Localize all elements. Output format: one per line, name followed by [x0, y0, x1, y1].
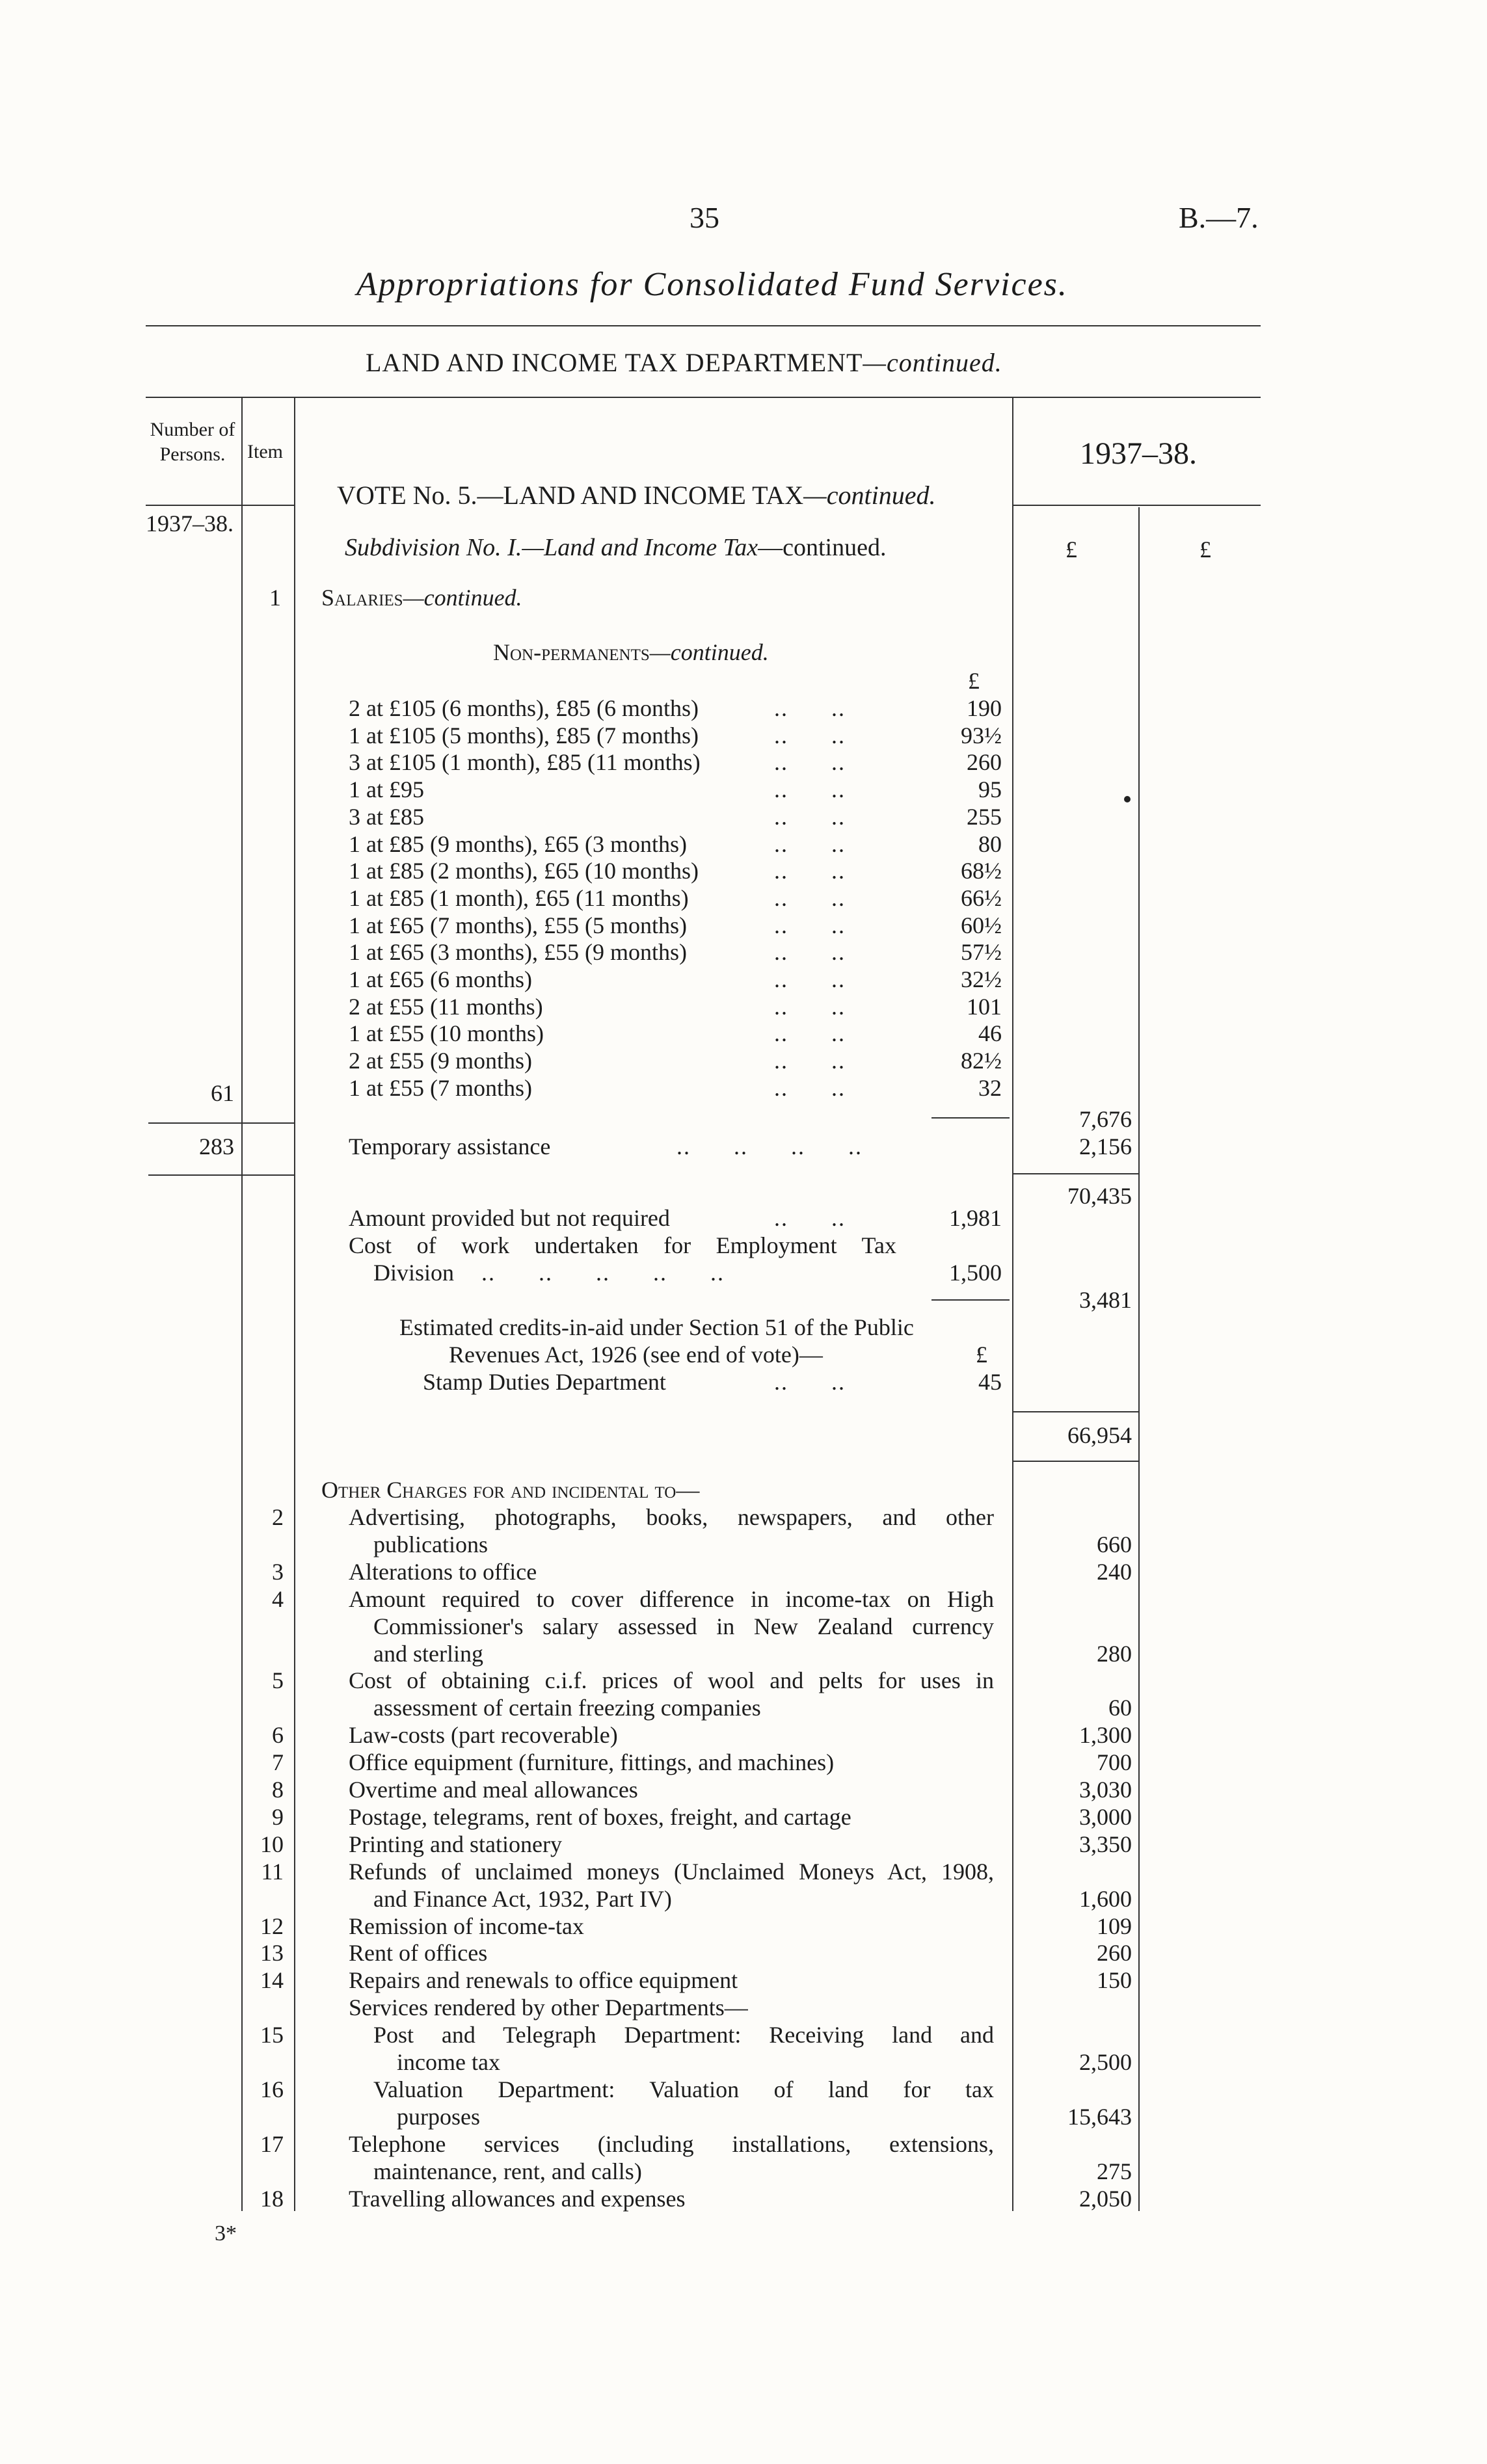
document-reference: B.—7.: [1179, 201, 1259, 234]
charge-description-line: Alterations to office: [349, 1559, 537, 1585]
nonperm-row-amount: 32½: [961, 966, 1002, 992]
apnr-amount: 1,981: [949, 1205, 1002, 1231]
charge-item-number: 15: [260, 2022, 284, 2048]
charge-item-number: 10: [260, 1831, 284, 1857]
subdivision-label: Subdivision No. I.—Land and Income Tax: [345, 534, 758, 561]
year-header-right: 1937–38.: [1080, 436, 1197, 471]
nonperm-row-leaders: .. ..: [774, 722, 846, 748]
charge-description-line: Law-costs (part recoverable): [349, 1722, 618, 1748]
deduct-rule: [931, 1299, 1010, 1301]
nonperm-row-amount: 57½: [961, 939, 1002, 965]
nonperm-row-amount: 32: [978, 1075, 1002, 1101]
signature-mark: 3*: [215, 2221, 237, 2245]
credits-line1: Estimated credits-in-aid under Section 51 of the Public: [399, 1314, 914, 1340]
charge-description-line: purposes: [397, 2104, 480, 2130]
salaries-label: Salaries: [321, 585, 403, 611]
charge-description-line: Cost of obtaining c.i.f. prices of wool and pelts for uses in: [349, 1667, 994, 1693]
charge-amount: 60: [1108, 1695, 1132, 1721]
charge-amount: 3,030: [1079, 1777, 1132, 1803]
nonperm-row-desc: 3 at £105 (1 month), £85 (11 months): [349, 749, 701, 775]
nonperm-row-leaders: .. ..: [774, 966, 846, 992]
charge-description-line: Printing and stationery: [349, 1831, 562, 1857]
department-continued: —continued.: [863, 348, 1002, 377]
nonperm-row-desc: 2 at £105 (6 months), £85 (6 months): [349, 695, 699, 721]
charge-item-number: 17: [260, 2131, 284, 2157]
persons-61: 61: [211, 1080, 234, 1106]
title-rule: [146, 325, 1261, 326]
charge-description-line: Travelling allowances and expenses: [349, 2186, 686, 2212]
charge-description-line: Remission of income-tax: [349, 1913, 584, 1939]
nonperm-row-amount: 80: [978, 831, 1002, 857]
charge-amount: 2,500: [1079, 2049, 1132, 2075]
pound-col1: £: [1065, 537, 1077, 563]
nonperm-pound: £: [968, 668, 980, 694]
nonperm-row-leaders: .. ..: [774, 749, 846, 775]
charge-description-line: Telephone services (including installations, extensions,: [349, 2131, 994, 2157]
nonperm-row-leaders: .. ..: [774, 1020, 846, 1046]
nonperm-row-leaders: .. ..: [774, 939, 846, 965]
temp-assistance-leaders: .. .. .. ..: [677, 1133, 863, 1159]
persons-rule-2: [148, 1174, 294, 1176]
nonperm-row-leaders: .. ..: [774, 994, 846, 1020]
charge-amount: 240: [1097, 1559, 1132, 1585]
credits-pound: £: [976, 1342, 987, 1368]
charge-amount: 260: [1097, 1940, 1132, 1966]
temp-assistance-label: Temporary assistance: [349, 1133, 551, 1159]
col-header-persons: Number of Persons.: [150, 419, 235, 465]
nonperm-row-amount: 66½: [961, 885, 1002, 911]
pound-col2: £: [1199, 537, 1211, 563]
charge-amount: 150: [1097, 1967, 1132, 1993]
charge-item-number: 18: [260, 2186, 284, 2212]
nonperm-row-amount: 95: [978, 776, 1002, 802]
col-header-rule-right: [1012, 505, 1261, 506]
department-name: LAND AND INCOME TAX DEPARTMENT: [366, 348, 863, 377]
nonperm-row-amount: 68½: [961, 858, 1002, 884]
charge-amount: 275: [1097, 2158, 1132, 2184]
nonperm-row-desc: 1 at £55 (7 months): [349, 1075, 532, 1101]
charge-item-number: 2: [272, 1504, 284, 1530]
charge-description-line: Amount required to cover difference in income-tax on High: [349, 1586, 994, 1612]
nonperm-row-desc: 1 at £65 (3 months), £55 (9 months): [349, 939, 687, 965]
charge-amount: 660: [1097, 1531, 1132, 1557]
charge-item-number: 4: [272, 1586, 284, 1612]
charge-description-line: maintenance, rent, and calls): [373, 2158, 642, 2184]
charge-description-line: Commissioner's salary assessed in New Zealand currency: [373, 1613, 994, 1639]
stamp-amount: 45: [978, 1369, 1002, 1395]
cost-amount: 1,500: [949, 1260, 1002, 1286]
persons-rule-1: [148, 1122, 294, 1124]
charge-item-number: 14: [260, 1967, 284, 1993]
charge-item-number: 8: [272, 1777, 284, 1803]
nonperm-continued: —continued.: [649, 639, 769, 665]
nonperm-sum-rule: [931, 1117, 1010, 1119]
charge-description-line: Services rendered by other Departments—: [349, 1994, 748, 2020]
nonperm-row-leaders: .. ..: [774, 776, 846, 802]
nonperm-label: Non-permanents: [493, 639, 650, 665]
nonperm-row-desc: 1 at £85 (1 month), £65 (11 months): [349, 885, 689, 911]
charge-description-line: Post and Telegraph Department: Receiving land and: [373, 2022, 994, 2048]
subdivision-title: [345, 533, 886, 562]
net-total: 66,954: [1067, 1422, 1132, 1448]
charge-description-line: Valuation Department: Valuation of land for tax: [373, 2076, 994, 2102]
nonperm-row-amount: 190: [967, 695, 1002, 721]
subtotal-rule: [1012, 1173, 1140, 1174]
nonperm-row-leaders: .. ..: [774, 804, 846, 830]
cost-label-line2: Division: [373, 1260, 455, 1286]
nonperm-row-amount: 260: [967, 749, 1002, 775]
charge-item-number: 12: [260, 1913, 284, 1939]
cost-label-line1: Cost of work undertaken for Employment Tax: [349, 1232, 896, 1258]
nonperm-row-desc: 1 at £65 (6 months): [349, 966, 532, 992]
charge-description-line: Advertising, photographs, books, newspapers, and other: [349, 1504, 994, 1530]
charge-description-line: Refunds of unclaimed moneys (Unclaimed Moneys Act, 1908,: [349, 1859, 994, 1885]
salaries-heading: [321, 584, 522, 611]
table-top-rule: [146, 397, 1261, 398]
nonperm-row-desc: 1 at £105 (5 months), £85 (7 months): [349, 722, 699, 748]
nonperm-row-desc: 1 at £95: [349, 776, 424, 802]
nonperm-row-leaders: .. ..: [774, 858, 846, 884]
nonperm-row-desc: 2 at £55 (11 months): [349, 994, 543, 1020]
net-total-rule-bottom: [1012, 1461, 1140, 1462]
stamp-label: Stamp Duties Department: [423, 1369, 666, 1395]
credits-line2: Revenues Act, 1926 (see end of vote)—: [449, 1342, 823, 1368]
col-header-item: Item: [247, 441, 283, 462]
persons-283: 283: [199, 1133, 234, 1159]
charge-description-line: Repairs and renewals to office equipment: [349, 1967, 738, 1993]
salaries-continued: —continued.: [403, 585, 522, 611]
charge-description-line: Rent of offices: [349, 1940, 488, 1966]
charge-amount: 3,000: [1079, 1804, 1132, 1830]
apnr-label: Amount provided but not required: [349, 1205, 670, 1231]
charge-amount: 1,600: [1079, 1886, 1132, 1912]
charge-amount: 700: [1097, 1749, 1132, 1775]
net-total-rule-top: [1012, 1411, 1140, 1412]
vote-title-continued: —continued.: [803, 481, 936, 510]
subdivision-continued: —continued.: [758, 534, 887, 561]
charge-item-number: 5: [272, 1667, 284, 1693]
charge-item-number: 7: [272, 1749, 284, 1775]
charge-description-line: Office equipment (furniture, fittings, and machines): [349, 1749, 835, 1775]
charge-item-number: 13: [260, 1940, 284, 1966]
col-rule-item: [294, 397, 295, 2211]
charge-item-number: 6: [272, 1722, 284, 1748]
charge-description-line: Postage, telegrams, rent of boxes, freight, and cartage: [349, 1804, 851, 1830]
nonperm-row-desc: 3 at £85: [349, 804, 424, 830]
nonperm-row-desc: 1 at £55 (10 months): [349, 1020, 544, 1046]
nonperm-row-leaders: .. ..: [774, 695, 846, 721]
stray-mark: [1124, 796, 1131, 802]
charge-amount: 1,300: [1079, 1722, 1132, 1748]
deduct-total: 3,481: [1079, 1287, 1132, 1313]
cost-leaders: .. .. .. .. ..: [481, 1260, 725, 1286]
nonperm-row-leaders: .. ..: [774, 1048, 846, 1074]
stamp-leaders: .. ..: [774, 1369, 846, 1395]
page-number: 35: [690, 201, 719, 234]
col-header-rule-left: [146, 505, 295, 506]
nonperm-row-amount: 101: [967, 994, 1002, 1020]
nonperm-row-desc: 1 at £65 (7 months), £55 (5 months): [349, 912, 687, 938]
nonperm-row-leaders: .. ..: [774, 912, 846, 938]
page-title: Appropriations for Consolidated Fund Services.: [356, 266, 1068, 303]
col-rule-amount: [1138, 507, 1140, 2211]
charge-description-line: assessment of certain freezing companies: [373, 1695, 761, 1721]
nonperm-row-amount: 82½: [961, 1048, 1002, 1074]
charge-amount: 280: [1097, 1641, 1132, 1667]
other-charges-heading: Other Charges for and incidental to—: [321, 1477, 700, 1503]
nonperm-row-leaders: .. ..: [774, 1075, 846, 1101]
charge-item-number: 11: [261, 1859, 284, 1885]
charge-description-line: and Finance Act, 1932, Part IV): [373, 1886, 672, 1912]
vote-title-text: VOTE No. 5.—LAND AND INCOME TAX: [337, 481, 804, 510]
nonperm-row-desc: 1 at £85 (2 months), £65 (10 months): [349, 858, 699, 884]
charge-description-line: Overtime and meal allowances: [349, 1777, 638, 1803]
charge-description-line: income tax: [397, 2049, 500, 2075]
charge-item-number: 9: [272, 1804, 284, 1830]
nonperm-row-desc: 2 at £55 (9 months): [349, 1048, 532, 1074]
nonperm-row-amount: 60½: [961, 912, 1002, 938]
temp-assistance-amount: 2,156: [1079, 1133, 1132, 1159]
charge-amount: 109: [1097, 1913, 1132, 1939]
nonperm-total: 7,676: [1079, 1106, 1132, 1132]
col-rule-persons: [241, 397, 243, 2211]
apnr-leaders: .. ..: [774, 1205, 846, 1231]
subtotal-amount: 70,435: [1067, 1183, 1132, 1209]
charge-amount: 15,643: [1067, 2104, 1132, 2130]
nonperm-row-leaders: .. ..: [774, 831, 846, 857]
charge-description-line: and sterling: [373, 1641, 483, 1667]
vote-title: [337, 480, 935, 510]
col-rule-desc: [1012, 397, 1013, 2211]
charge-item-number: 3: [272, 1559, 284, 1585]
nonperm-row-amount: 255: [967, 804, 1002, 830]
year-header-left: 1937–38.: [146, 510, 234, 537]
nonperm-row-amount: 46: [978, 1020, 1002, 1046]
charge-item-number: 16: [260, 2076, 284, 2102]
charge-amount: 2,050: [1079, 2186, 1132, 2212]
nonperm-row-amount: 93½: [961, 722, 1002, 748]
nonperm-row-desc: 1 at £85 (9 months), £65 (3 months): [349, 831, 687, 857]
charge-description-line: publications: [373, 1531, 488, 1557]
charge-amount: 3,350: [1079, 1831, 1132, 1857]
nonperm-heading: [493, 639, 769, 666]
salaries-item-number: 1: [269, 585, 281, 611]
nonperm-row-leaders: .. ..: [774, 885, 846, 911]
department-heading: [366, 347, 1002, 378]
